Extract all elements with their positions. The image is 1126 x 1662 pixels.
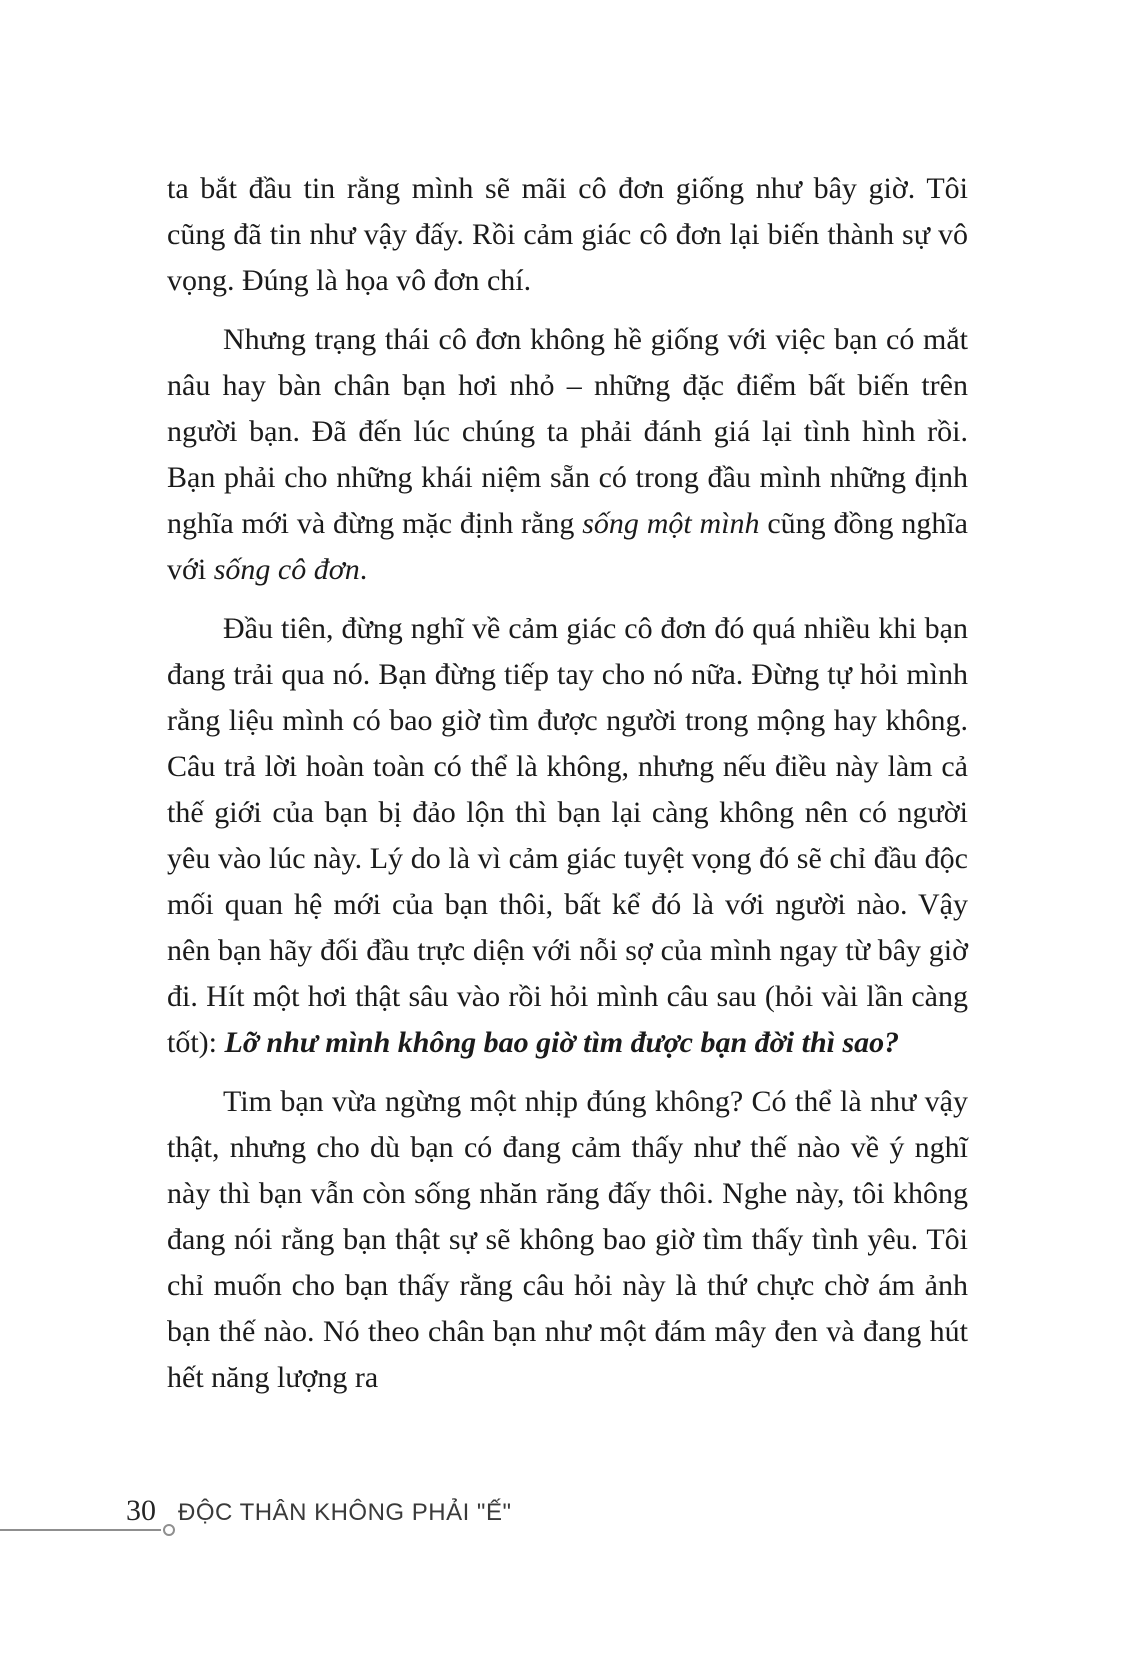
text-segment: . <box>359 553 368 586</box>
text-segment: Lỡ như mình không bao giờ tìm được bạn đời thì sao? <box>224 1026 900 1059</box>
paragraph <box>167 317 968 593</box>
footer-rule-dot <box>163 1524 175 1536</box>
paragraph <box>167 166 968 304</box>
text-segment: Tim bạn vừa ngừng một nhịp đúng không? Có thể là như vậy thật, nhưng cho dù bạn có đang cảm thấy như thế nào về ý nghĩ này thì bạn vẫn còn sống nhăn răng đấy thôi. Nghe này, tôi không đang nói rằng bạn thật sự sẽ không bao giờ tìm thấy tình yêu. Tôi chỉ muốn cho bạn thấy rằng câu hỏi này là thứ chực chờ ám ảnh bạn thế nào. Nó theo chân bạn như một đám mây đen và đang hút hết năng lượng ra <box>167 1085 968 1394</box>
body-text <box>167 166 968 1414</box>
paragraph <box>167 606 968 1066</box>
footer-rule <box>0 1529 161 1531</box>
text-segment: Đầu tiên, đừng nghĩ về cảm giác cô đơn đó quá nhiều khi bạn đang trải qua nó. Bạn đừng tiếp tay cho nó nữa. Đừng tự hỏi mình rằng liệu mình có bao giờ tìm được người trong mộng hay không. Câu trả lời hoàn toàn có thể là không, nhưng nếu điều này làm cả thế giới của bạn bị đảo lộn thì bạn lại càng không nên có người yêu vào lúc này. Lý do là vì cảm giác tuyệt vọng đó sẽ chỉ đầu độc mối quan hệ mới của bạn thôi, bất kể đó là với người nào. Vậy nên bạn hãy đối đầu trực diện với nỗi sợ của mình ngay từ bây giờ đi. Hít một hơi thật sâu vào rồi hỏi mình câu sau (hỏi vài lần càng tốt): <box>167 612 968 1059</box>
page-number: 30 <box>126 1494 156 1527</box>
text-segment: Nhưng trạng thái cô đơn không hề giống với việc bạn có mắt nâu hay bàn chân bạn hơi nhỏ – những đặc điểm bất biến trên người bạn. Đã đến lúc chúng ta phải đánh giá lại tình hình rồi. Bạn phải cho những khái niệm sẵn có trong đầu mình những định nghĩa mới và đừng mặc định rằng <box>167 323 968 540</box>
paragraph <box>167 1079 968 1401</box>
footer-book-title: ĐỘC THÂN KHÔNG PHẢI "Ế" <box>178 1499 512 1526</box>
text-segment: sống cô đơn <box>213 553 360 586</box>
text-segment: ta bắt đầu tin rằng mình sẽ mãi cô đơn giống như bây giờ. Tôi cũng đã tin như vậy đấy. Rồi cảm giác cô đơn lại biến thành sự vô vọng. Đúng là họa vô đơn chí. <box>167 172 968 297</box>
text-segment: cũng đồng nghĩa với <box>167 507 968 586</box>
text-segment: sống một mình <box>582 507 760 540</box>
